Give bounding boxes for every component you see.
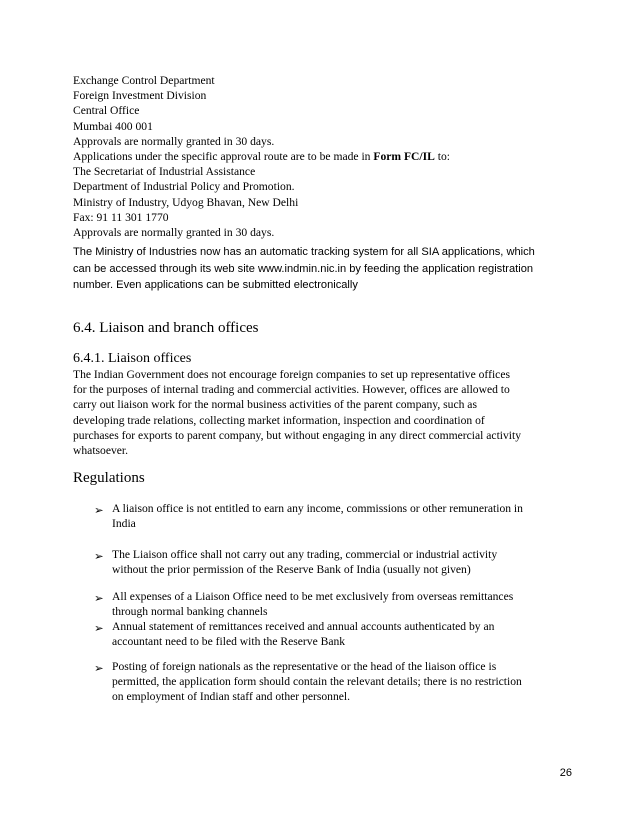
arrow-bullet-icon: ➢ (94, 504, 104, 517)
secretariat-line: Department of Industrial Policy and Promotion. (73, 180, 295, 194)
secretariat-line: Fax: 91 11 301 1770 (73, 210, 169, 224)
page-number: 26 (559, 767, 572, 779)
arrow-bullet-icon: ➢ (94, 592, 104, 605)
paragraph-line: whatsoever. (73, 444, 129, 458)
bullet-text: A liaison office is not entitled to earn any income, commissions or other remuneration in (112, 502, 523, 515)
application-text-end: to: (434, 150, 451, 164)
section-heading: 6.4. Liaison and branch offices (73, 320, 259, 336)
liaison-paragraph (73, 367, 573, 458)
bullet-text: India (112, 517, 136, 531)
paragraph-line: The Indian Government does not encourage foreign companies to set up representative offices (73, 368, 510, 381)
form-name: Form FC/IL (373, 150, 435, 164)
bullet-text: The Liaison office shall not carry out any trading, commercial or industrial activity (112, 548, 498, 561)
bullet-item (94, 619, 574, 649)
arrow-bullet-icon: ➢ (94, 550, 104, 563)
paragraph-line: developing trade relations, collecting market information, inspection and coordination of (73, 413, 485, 427)
address-block (73, 73, 573, 240)
bullet-text: through normal banking channels (112, 605, 268, 619)
tracking-paragraph (73, 244, 573, 294)
application-line (73, 149, 573, 164)
paragraph-line: carry out liaison work for the normal business activities of the parent company, such as (73, 398, 477, 412)
bullet-text: on employment of Indian staff and other personnel. (112, 690, 351, 704)
paragraph-line: for the purposes of internal trading and commercial activities. However, offices are allowed to (73, 383, 510, 397)
bullet-item (94, 589, 574, 619)
address-line: Central Office (73, 104, 140, 118)
address-line: Exchange Control Department (73, 74, 215, 87)
bullet-text: Posting of foreign nationals as the representative or the head of the liaison office is (112, 660, 497, 673)
bullet-text: All expenses of a Liaison Office need to be met exclusively from overseas remittances (112, 590, 514, 603)
secretariat-line: The Secretariat of Industrial Assistance (73, 165, 256, 179)
application-text: Applications under the specific approval route are to be made in (73, 150, 374, 164)
bullet-text: without the prior permission of the Reserve Bank of India (usually not given) (112, 563, 471, 577)
address-line: Approvals are normally granted in 30 days. (73, 134, 275, 148)
address-line: Foreign Investment Division (73, 89, 207, 103)
address-line: Mumbai 400 001 (73, 119, 153, 133)
regulations-heading: Regulations (73, 470, 145, 486)
secretariat-line: Approvals are normally granted in 30 days. (73, 226, 275, 240)
paragraph-line: can be accessed through its web site www.indmin.nic.in by feeding the application registration (73, 262, 534, 275)
bullet-text: accountant need to be filed with the Reserve Bank (112, 635, 346, 649)
secretariat-line: Ministry of Industry, Udyog Bhavan, New Delhi (73, 195, 299, 209)
subsection-heading: 6.4.1. Liaison offices (73, 351, 192, 366)
bullet-text: permitted, the application form should contain the relevant details; there is no restriction (112, 675, 522, 689)
paragraph-line: The Ministry of Industries now has an automatic tracking system for all SIA applications, which (73, 246, 535, 258)
paragraph-line: number. Even applications can be submitted electronically (73, 279, 358, 292)
bullet-item (94, 659, 574, 705)
bullet-item (94, 547, 574, 577)
bullet-text: Annual statement of remittances received and annual accounts authenticated by an (112, 620, 495, 633)
paragraph-line: purchases for exports to parent company, but without engaging in any direct commercial activity (73, 428, 522, 442)
arrow-bullet-icon: ➢ (94, 622, 104, 635)
bullet-item (94, 501, 574, 531)
arrow-bullet-icon: ➢ (94, 662, 104, 675)
